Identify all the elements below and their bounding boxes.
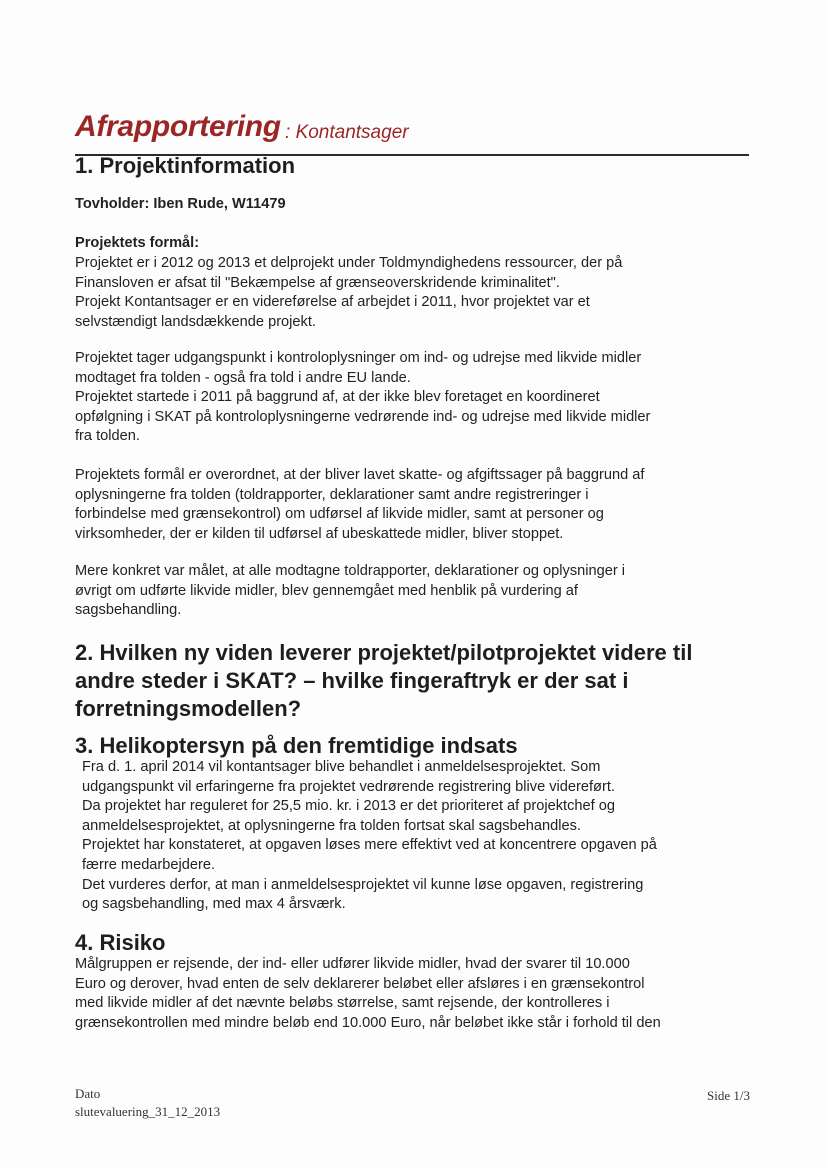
section3-heading: 3. Helikoptersyn på den fremtidige indsats (75, 733, 518, 758)
section1-paragraph-2: Projektet tager udgangspunkt i kontroloplysninger om ind- og udrejse med likvide midler modtaget fra tolden - også fra told i andre EU lande. Projektet startede i 2011 på baggrund af, at der ikke blev foretaget en koordineret opfølgning i SKAT på kontroloplysningerne vedrørende ind- og udrejse med likvide midler fra tolden. (75, 350, 651, 445)
footer-date-label: Dato (75, 1086, 101, 1101)
tovholder-line: Tovholder: Iben Rude, W11479 (75, 196, 286, 212)
footer-page-number: Side 1/3 (707, 1088, 750, 1103)
section1-paragraph-4: Mere konkret var målet, at alle modtagne toldrapporter, deklarationer og oplysninger i øvrigt om udførte likvide midler, blev gennemgået med henblik på vurdering af sagsbehandling. (75, 563, 625, 619)
section1-heading: 1. Projektinformation (75, 153, 296, 178)
section4-heading: 4. Risiko (75, 930, 166, 955)
purpose-label: Projektets formål: (75, 235, 200, 251)
document-subtitle (285, 122, 409, 144)
section1-paragraph-3: Projektets formål er overordnet, at der bliver lavet skatte- og afgiftssager på baggrund af oplysningerne fra tolden (toldrapporter, deklarationer samt andre registreringer i forbindelse med grænsekontrol) om udførsel af likvide midler, samt at personer og virksomheder, der er kilden til udførsel af ubeskattede midler, bliver stoppet. (75, 467, 645, 542)
footer-filename: slutevaluering_31_12_2013 (75, 1104, 221, 1119)
section3-text: Fra d. 1. april 2014 vil kontantsager blive behandlet i anmeldelsesprojektet. Som udgangspunkt vil erfaringerne fra projektet vedrørende registrering blive videreført. Da projektet har reguleret for 25,5 mio. kr. i 2013 er det prioriteret af projektchef og anmeldelsesprojektet, at oplysningerne fra tolden fortsat skal sagsbehandles. Projektet har konstateret, at opgaven løses mere effektivt ved at koncentrere opgaven på færre medarbejdere. Det vurderes derfor, at man i anmeldelsesprojektet vil kunne løse opgaven, registrering og sagsbehandling, med max 4 årsværk. (82, 759, 657, 913)
subtitle-text: Kontantsager (295, 122, 409, 143)
section4-text: Målgruppen er rejsende, der ind- eller udfører likvide midler, hvad der svarer til 10.000 Euro og derover, hvad enten de selv deklarerer beløbet eller afsløres i en grænsekontrol med likvide midler af det nævnte beløbs størrelse, samt rejsende, der kontrolleres i grænsekontrollen med mindre beløb end 10.000 Euro, når beløbet ikke står i forhold til den (75, 956, 661, 1031)
title-bar (75, 110, 749, 156)
section2-heading: 2. Hvilken ny viden leverer projektet/pilotprojektet videre til andre steder i SKAT? – hvilke fingeraftryk er der sat i forretningsmodellen? (75, 640, 693, 721)
section1-paragraph-1: Projektet er i 2012 og 2013 et delprojekt under Toldmyndighedens ressourcer, der på Finansloven er afsat til "Bekæmpelse af grænseoverskridende kriminalitet". Projekt Kontantsager er en videreførelse af arbejdet i 2011, hvor projektet var et selvstændigt landsdækkende projekt. (75, 255, 623, 330)
footer-left (75, 1085, 220, 1121)
document-title: Afrapportering (75, 110, 281, 143)
title-colon: : (285, 122, 291, 143)
